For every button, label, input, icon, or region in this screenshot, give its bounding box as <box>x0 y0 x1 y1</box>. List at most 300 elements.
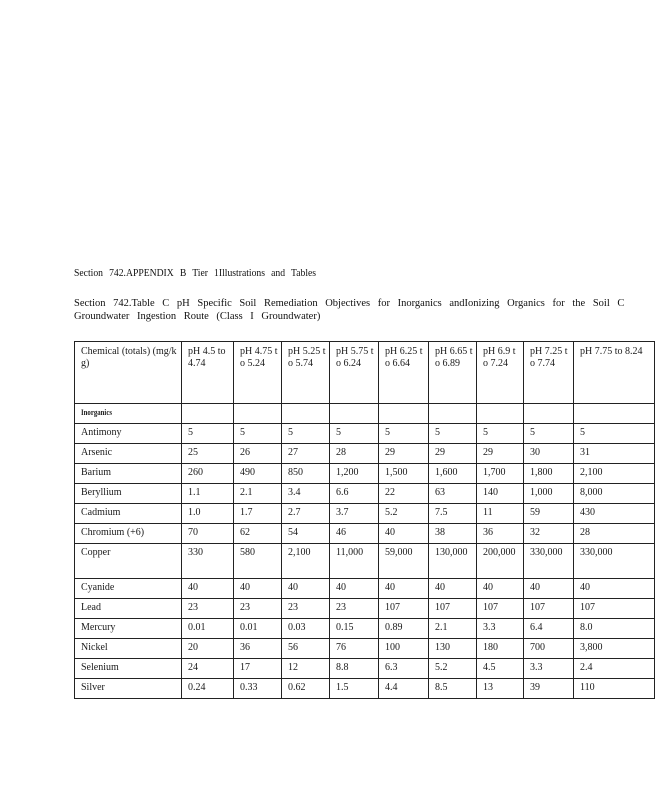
value-cell <box>234 524 282 544</box>
ph-header-text: pH 6.9 to 7.24 <box>483 346 516 369</box>
value-text: 40 <box>385 527 395 538</box>
value-text: 32 <box>530 527 540 538</box>
value-text: 24 <box>188 662 198 673</box>
value-cell <box>477 504 524 524</box>
chemical-name-cell <box>75 659 182 679</box>
value-cell <box>574 424 655 444</box>
chemical-name: Cyanide <box>81 582 115 593</box>
chemical-name-cell <box>75 464 182 484</box>
remediation-objectives-table <box>74 341 655 699</box>
value-text: 23 <box>240 602 250 613</box>
value-text: 28 <box>580 527 590 538</box>
value-text: 5 <box>435 427 440 438</box>
value-cell <box>477 484 524 504</box>
ph-header-text: pH 7.75 to 8.24 <box>580 346 643 357</box>
value-cell <box>524 639 574 659</box>
value-cell <box>282 444 330 464</box>
value-cell <box>282 639 330 659</box>
table-row <box>75 659 655 679</box>
value-cell <box>477 679 524 699</box>
value-cell <box>429 619 477 639</box>
value-text: 107 <box>483 602 498 613</box>
value-cell <box>574 484 655 504</box>
value-cell <box>182 444 234 464</box>
value-text: 130,000 <box>435 547 468 558</box>
chemical-name-cell <box>75 619 182 639</box>
table-row <box>75 679 655 699</box>
table-row <box>75 544 655 579</box>
section-label-cell <box>75 404 182 424</box>
chemical-name: Barium <box>81 467 111 478</box>
value-text: 23 <box>336 602 346 613</box>
value-cell <box>182 579 234 599</box>
value-text: 3.7 <box>336 507 349 518</box>
chemical-name-cell <box>75 484 182 504</box>
value-text: 31 <box>580 447 590 458</box>
value-text: 8.0 <box>580 622 593 633</box>
chemical-name-cell <box>75 424 182 444</box>
value-cell <box>182 639 234 659</box>
value-cell <box>379 544 429 579</box>
value-text: 63 <box>435 487 445 498</box>
chemical-name-cell <box>75 524 182 544</box>
value-text: 2.7 <box>288 507 301 518</box>
table-row <box>75 524 655 544</box>
table-row <box>75 619 655 639</box>
value-cell <box>182 484 234 504</box>
ph-header <box>234 342 282 404</box>
value-cell <box>429 484 477 504</box>
empty-cell <box>429 404 477 424</box>
value-cell <box>379 579 429 599</box>
value-text: 26 <box>240 447 250 458</box>
value-cell <box>379 524 429 544</box>
value-text: 1,000 <box>530 487 553 498</box>
value-text: 40 <box>385 582 395 593</box>
ph-header-text: pH 7.25 to 7.74 <box>530 346 568 369</box>
value-text: 0.89 <box>385 622 403 633</box>
value-text: 5.2 <box>385 507 398 518</box>
value-text: 2,100 <box>580 467 603 478</box>
value-text: 23 <box>188 602 198 613</box>
value-cell <box>524 599 574 619</box>
header-row <box>75 342 655 404</box>
value-cell <box>282 619 330 639</box>
value-cell <box>379 424 429 444</box>
value-cell <box>234 444 282 464</box>
value-cell <box>234 424 282 444</box>
value-cell <box>574 659 655 679</box>
value-text: 107 <box>580 602 595 613</box>
chemical-name: Mercury <box>81 622 116 633</box>
ph-header <box>282 342 330 404</box>
value-text: 107 <box>530 602 545 613</box>
value-text: 56 <box>288 642 298 653</box>
value-cell <box>182 524 234 544</box>
value-cell <box>330 639 379 659</box>
value-cell <box>429 464 477 484</box>
value-cell <box>524 579 574 599</box>
value-text: 3,800 <box>580 642 603 653</box>
table-row <box>75 639 655 659</box>
value-cell <box>429 504 477 524</box>
chemical-name-cell <box>75 444 182 464</box>
value-cell <box>524 424 574 444</box>
value-cell <box>524 504 574 524</box>
value-text: 2.4 <box>580 662 593 673</box>
value-text: 430 <box>580 507 595 518</box>
value-text: 100 <box>385 642 400 653</box>
value-cell <box>429 679 477 699</box>
value-cell <box>330 464 379 484</box>
value-cell <box>379 619 429 639</box>
value-cell <box>477 619 524 639</box>
value-cell <box>429 659 477 679</box>
value-cell <box>379 484 429 504</box>
value-cell <box>477 444 524 464</box>
value-text: 17 <box>240 662 250 673</box>
chemical-name: Arsenic <box>81 447 113 458</box>
value-cell <box>182 424 234 444</box>
value-text: 40 <box>580 582 590 593</box>
value-cell <box>282 599 330 619</box>
value-text: 200,000 <box>483 547 516 558</box>
value-text: 29 <box>385 447 395 458</box>
value-text: 5.2 <box>435 662 448 673</box>
value-text: 13 <box>483 682 493 693</box>
chemical-name: Selenium <box>81 662 119 673</box>
value-text: 1.0 <box>188 507 201 518</box>
chemical-name-cell <box>75 544 182 579</box>
empty-cell <box>379 404 429 424</box>
value-text: 25 <box>188 447 198 458</box>
value-text: 5 <box>188 427 193 438</box>
value-cell <box>379 504 429 524</box>
value-cell <box>282 544 330 579</box>
chemical-name-cell <box>75 579 182 599</box>
value-text: 850 <box>288 467 303 478</box>
value-text: 260 <box>188 467 203 478</box>
value-text: 1,700 <box>483 467 506 478</box>
value-cell <box>524 464 574 484</box>
value-cell <box>524 679 574 699</box>
value-cell <box>574 579 655 599</box>
value-cell <box>429 544 477 579</box>
table-title <box>74 297 634 323</box>
value-text: 5 <box>530 427 535 438</box>
value-cell <box>182 544 234 579</box>
value-text: 40 <box>288 582 298 593</box>
value-text: 0.15 <box>336 622 354 633</box>
ph-header <box>477 342 524 404</box>
value-cell <box>524 544 574 579</box>
value-text: 107 <box>435 602 450 613</box>
table-title-line-1: Section 742.Table C pH Specific Soil Remediation Objectives for Inorganics andIonizing Organics for the Soil C <box>74 298 625 309</box>
value-cell <box>574 444 655 464</box>
empty-cell <box>574 404 655 424</box>
value-text: 4.4 <box>385 682 398 693</box>
value-text: 2.1 <box>240 487 253 498</box>
value-text: 580 <box>240 547 255 558</box>
empty-cell <box>182 404 234 424</box>
value-cell <box>234 544 282 579</box>
ph-header-text: pH 4.5 to 4.74 <box>188 346 226 369</box>
value-cell <box>379 659 429 679</box>
value-cell <box>477 544 524 579</box>
value-text: 3.3 <box>483 622 496 633</box>
value-cell <box>234 599 282 619</box>
value-cell <box>330 544 379 579</box>
value-cell <box>330 679 379 699</box>
value-text: 180 <box>483 642 498 653</box>
value-cell <box>182 599 234 619</box>
value-text: 62 <box>240 527 250 538</box>
chemical-name: Beryllium <box>81 487 122 498</box>
chemical-name: Cadmium <box>81 507 121 518</box>
value-cell <box>477 599 524 619</box>
chemical-name-cell <box>75 679 182 699</box>
table-row <box>75 444 655 464</box>
value-cell <box>330 424 379 444</box>
value-cell <box>182 659 234 679</box>
value-cell <box>234 679 282 699</box>
value-cell <box>524 619 574 639</box>
value-text: 76 <box>336 642 346 653</box>
chemical-name-cell <box>75 504 182 524</box>
value-text: 8.5 <box>435 682 448 693</box>
section-row <box>75 404 655 424</box>
value-text: 40 <box>435 582 445 593</box>
empty-cell <box>282 404 330 424</box>
value-text: 490 <box>240 467 255 478</box>
value-cell <box>429 444 477 464</box>
value-text: 28 <box>336 447 346 458</box>
value-text: 54 <box>288 527 298 538</box>
chemical-name: Lead <box>81 602 101 613</box>
ph-header <box>330 342 379 404</box>
ph-header <box>429 342 477 404</box>
value-text: 46 <box>336 527 346 538</box>
table-row <box>75 504 655 524</box>
value-cell <box>574 524 655 544</box>
value-cell <box>330 599 379 619</box>
table-row <box>75 484 655 504</box>
value-cell <box>524 524 574 544</box>
value-text: 5 <box>240 427 245 438</box>
value-cell <box>330 659 379 679</box>
value-cell <box>379 464 429 484</box>
chemical-name-cell <box>75 599 182 619</box>
appendix-heading: Section 742.APPENDIX B Tier 1Illustrations and Tables <box>74 268 317 279</box>
ph-header-text: pH 5.75 to 6.24 <box>336 346 374 369</box>
value-text: 110 <box>580 682 595 693</box>
value-cell <box>282 424 330 444</box>
value-text: 0.33 <box>240 682 258 693</box>
value-text: 11,000 <box>336 547 364 558</box>
value-text: 3.4 <box>288 487 301 498</box>
value-text: 11 <box>483 507 493 518</box>
chemical-name: Silver <box>81 682 105 693</box>
chemical-name: Nickel <box>81 642 108 653</box>
value-text: 7.5 <box>435 507 448 518</box>
value-cell <box>477 524 524 544</box>
value-text: 330,000 <box>530 547 563 558</box>
value-cell <box>282 524 330 544</box>
empty-cell <box>234 404 282 424</box>
value-text: 59 <box>530 507 540 518</box>
value-cell <box>234 659 282 679</box>
table-row <box>75 599 655 619</box>
value-cell <box>477 579 524 599</box>
value-text: 40 <box>483 582 493 593</box>
value-text: 6.6 <box>336 487 349 498</box>
table-row <box>75 464 655 484</box>
value-text: 107 <box>385 602 400 613</box>
empty-cell <box>477 404 524 424</box>
value-text: 5 <box>385 427 390 438</box>
value-cell <box>234 504 282 524</box>
value-cell <box>282 484 330 504</box>
chemical-name: Chromium (+6) <box>81 527 145 538</box>
value-cell <box>282 504 330 524</box>
value-text: 30 <box>530 447 540 458</box>
value-cell <box>282 659 330 679</box>
value-text: 36 <box>240 642 250 653</box>
ph-header <box>524 342 574 404</box>
value-cell <box>234 484 282 504</box>
value-text: 0.01 <box>188 622 206 633</box>
value-text: 0.62 <box>288 682 306 693</box>
value-cell <box>524 659 574 679</box>
value-text: 700 <box>530 642 545 653</box>
value-cell <box>330 444 379 464</box>
value-cell <box>574 504 655 524</box>
chemical-name: Antimony <box>81 427 122 438</box>
value-cell <box>182 679 234 699</box>
value-cell <box>282 579 330 599</box>
value-text: 2,100 <box>288 547 311 558</box>
value-cell <box>282 679 330 699</box>
value-cell <box>429 579 477 599</box>
value-text: 4.5 <box>483 662 496 673</box>
value-cell <box>330 619 379 639</box>
value-text: 40 <box>336 582 346 593</box>
chemical-header <box>75 342 182 404</box>
value-cell <box>330 579 379 599</box>
value-cell <box>524 444 574 464</box>
ph-header-text: pH 4.75 to 5.24 <box>240 346 278 369</box>
value-cell <box>234 464 282 484</box>
value-text: 27 <box>288 447 298 458</box>
value-cell <box>379 599 429 619</box>
value-cell <box>574 544 655 579</box>
value-text: 1,200 <box>336 467 359 478</box>
value-text: 5 <box>288 427 293 438</box>
table-row <box>75 579 655 599</box>
value-text: 130 <box>435 642 450 653</box>
value-text: 1.7 <box>240 507 253 518</box>
value-text: 6.4 <box>530 622 543 633</box>
value-text: 38 <box>435 527 445 538</box>
chemical-name-cell <box>75 639 182 659</box>
table-title-line-2: Groundwater Ingestion Route (Class I Groundwater) <box>74 311 321 322</box>
value-cell <box>379 444 429 464</box>
value-cell <box>429 424 477 444</box>
value-text: 1.1 <box>188 487 201 498</box>
value-text: 140 <box>483 487 498 498</box>
value-cell <box>477 424 524 444</box>
value-text: 40 <box>188 582 198 593</box>
value-cell <box>282 464 330 484</box>
ph-header-text: pH 6.65 to 6.89 <box>435 346 473 369</box>
ph-header-text: pH 5.25 to 5.74 <box>288 346 326 369</box>
value-text: 36 <box>483 527 493 538</box>
empty-cell <box>330 404 379 424</box>
value-text: 1.5 <box>336 682 349 693</box>
value-text: 0.24 <box>188 682 206 693</box>
value-text: 1,500 <box>385 467 408 478</box>
value-text: 1,800 <box>530 467 553 478</box>
empty-cell <box>524 404 574 424</box>
value-text: 5 <box>580 427 585 438</box>
ph-header <box>574 342 655 404</box>
value-cell <box>574 619 655 639</box>
value-cell <box>234 619 282 639</box>
chemical-name: Copper <box>81 547 111 558</box>
value-cell <box>574 464 655 484</box>
value-text: 20 <box>188 642 198 653</box>
value-text: 22 <box>385 487 395 498</box>
value-cell <box>429 599 477 619</box>
value-cell <box>182 619 234 639</box>
value-text: 70 <box>188 527 198 538</box>
ph-header <box>379 342 429 404</box>
value-text: 330 <box>188 547 203 558</box>
value-text: 8,000 <box>580 487 603 498</box>
value-cell <box>477 464 524 484</box>
value-cell <box>234 579 282 599</box>
value-text: 5 <box>336 427 341 438</box>
table-row <box>75 424 655 444</box>
value-cell <box>524 484 574 504</box>
value-text: 330,000 <box>580 547 613 558</box>
value-text: 1,600 <box>435 467 458 478</box>
value-text: 12 <box>288 662 298 673</box>
value-text: 6.3 <box>385 662 398 673</box>
value-text: 39 <box>530 682 540 693</box>
value-cell <box>379 639 429 659</box>
value-text: 40 <box>530 582 540 593</box>
value-cell <box>330 484 379 504</box>
ph-header-text: pH 6.25 to 6.64 <box>385 346 423 369</box>
value-text: 8.8 <box>336 662 349 673</box>
value-cell <box>429 524 477 544</box>
value-cell <box>574 639 655 659</box>
value-cell <box>182 464 234 484</box>
value-text: 29 <box>435 447 445 458</box>
value-text: 0.01 <box>240 622 258 633</box>
value-text: 59,000 <box>385 547 413 558</box>
value-cell <box>477 639 524 659</box>
value-cell <box>330 504 379 524</box>
value-text: 5 <box>483 427 488 438</box>
value-text: 0.03 <box>288 622 306 633</box>
value-cell <box>574 599 655 619</box>
value-cell <box>574 679 655 699</box>
value-text: 3.3 <box>530 662 543 673</box>
value-text: 40 <box>240 582 250 593</box>
value-text: 29 <box>483 447 493 458</box>
